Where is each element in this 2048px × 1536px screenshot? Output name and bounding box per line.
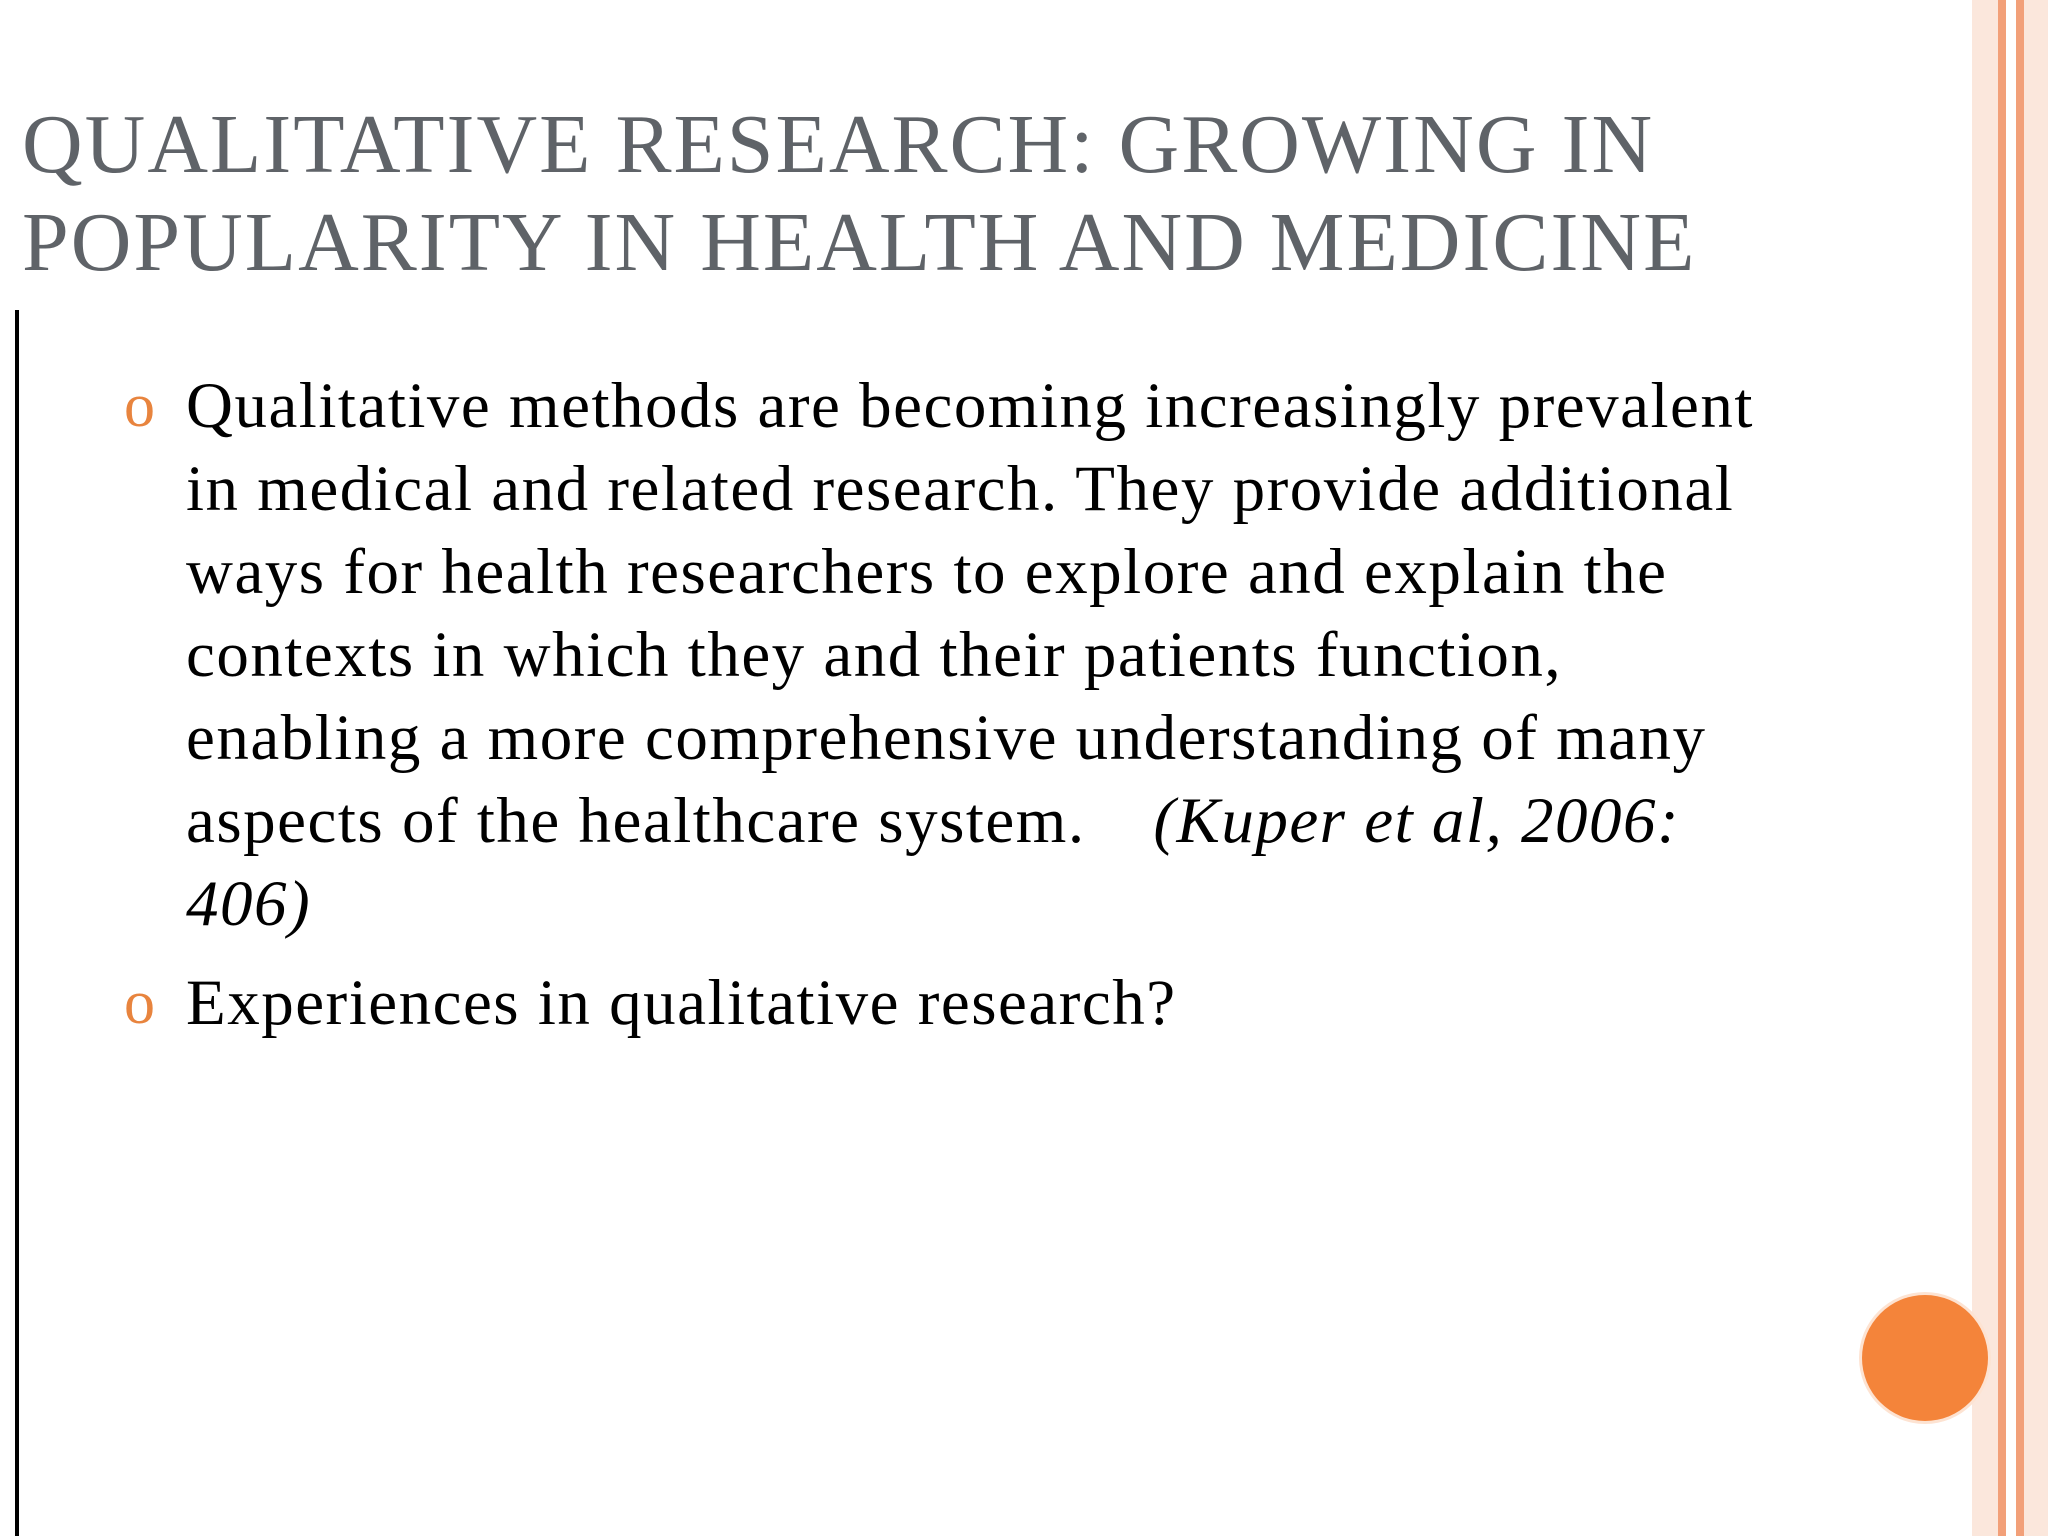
stripe-light-inner xyxy=(2024,0,2048,1536)
bullet-marker: o xyxy=(124,969,157,1037)
stripe-dark xyxy=(2016,0,2024,1536)
bullet-marker: o xyxy=(124,372,157,440)
bullet-text: Experiences in qualitative research? xyxy=(186,967,1177,1039)
stripe-light-outer xyxy=(1972,0,1998,1536)
stripe-gap xyxy=(2006,0,2016,1536)
bullet-item-qualitative-methods xyxy=(124,365,1804,946)
stripe-dark xyxy=(1998,0,2006,1536)
slide-title xyxy=(22,96,1822,292)
bullet-list xyxy=(124,365,1804,1045)
title-line-1: QUALITATIVE RESEARCH: GROWING IN xyxy=(22,98,1655,191)
citation: (Kuper et al, 2006: 406) xyxy=(186,785,1681,940)
decorative-stripes xyxy=(1972,0,2048,1536)
bullet-item-experiences xyxy=(124,962,1804,1045)
title-line-2: POPULARITY IN HEALTH AND MEDICINE xyxy=(22,196,1697,289)
left-vertical-rule xyxy=(15,310,19,1536)
bullet-text: Qualitative methods are becoming increasingly prevalent in medical and related research. They provide additional ways for health researchers to explore and explain the contexts in which they and their patients function, enabling a more comprehensive understanding of many aspects of the healthcare system. xyxy=(186,370,1754,857)
decorative-circle xyxy=(1862,1295,1988,1421)
